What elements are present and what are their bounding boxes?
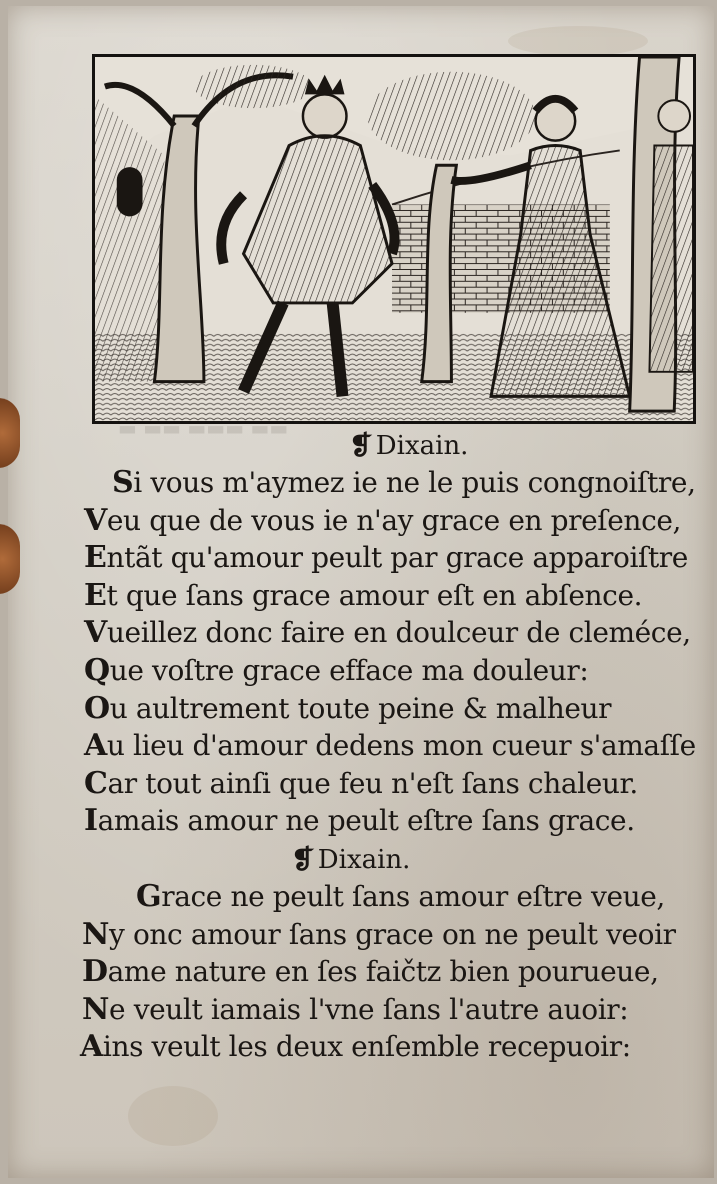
line-text: ueillez donc faire en doulceur de cleméce, (106, 616, 691, 650)
verse-line (78, 727, 717, 765)
line-text: ar tout ainſi que feu n'eſt ſans chaleur. (107, 766, 638, 800)
line-text: race ne peult ſans amour eſtre veue, (161, 879, 665, 913)
verse-line (78, 802, 717, 840)
initial-letter: C (84, 765, 108, 801)
initial-letter: D (82, 954, 108, 990)
poem-block (78, 430, 717, 1066)
book-page (8, 6, 714, 1178)
initial-letter: V (84, 502, 107, 538)
initial-letter: O (84, 690, 110, 726)
line-text: ue voſtre grace efface ma douleur: (109, 653, 589, 687)
show-through-ink: ▬ ▬▬ ▬▬▬ ▬▬ (118, 416, 289, 440)
line-text: ins veult les deux enſemble recepuoir: (102, 1030, 631, 1064)
paper-stain (508, 26, 648, 56)
initial-letter: N (82, 991, 110, 1027)
line-text: i vous m'aymez ie ne le puis congnoiſtre, (133, 466, 696, 499)
initial-letter: Q (84, 652, 110, 688)
pilcrow-mark: ❡ (348, 431, 373, 461)
initial-letter: A (80, 1029, 103, 1065)
heading-text: Dixain. (375, 431, 469, 461)
line-text: u aultrement toute peine & malheur (109, 691, 612, 725)
verse-line (78, 953, 717, 991)
initial-letter: E (84, 577, 107, 613)
verse-line (78, 878, 717, 916)
line-text: eu que de vous ie n'ay grace en preſence, (106, 503, 682, 537)
line-text: e veult iamais l'vne ſans l'autre auoir: (109, 992, 629, 1026)
paper-stain (128, 1086, 218, 1146)
initial-letter: G (136, 878, 162, 914)
verse-line (78, 765, 717, 803)
stanza-heading (78, 844, 717, 878)
line-text: ame nature en ſes faičtz bien pourueue, (107, 955, 659, 989)
page-edge-tab (0, 524, 20, 594)
verse-line (78, 464, 717, 502)
line-text: amais amour ne peult eſtre ſans grace. (97, 804, 635, 838)
woodcut-king-and-lady-icon (95, 57, 693, 421)
initial-letter: N (82, 916, 110, 952)
heading-text: Dixain. (317, 844, 411, 875)
line-text: ntãt qu'amour peult par grace apparoiſtre (106, 541, 688, 575)
verse-line (78, 652, 717, 690)
initial-letter: A (84, 728, 107, 764)
page-edge-tab (0, 398, 20, 468)
stanza-heading (78, 430, 717, 464)
initial-letter: E (84, 540, 107, 576)
line-text: y onc amour ſans grace on ne peult veoir (109, 917, 676, 951)
initial-letter: V (84, 615, 107, 651)
initial-letter: I (84, 803, 98, 839)
line-text: t que ſans grace amour eſt en abſence. (106, 578, 643, 612)
initial-letter: S (112, 465, 134, 500)
pilcrow-mark: ❡ (290, 844, 315, 875)
verse-line (78, 502, 717, 540)
verse-line (78, 1028, 717, 1066)
verse-line (78, 991, 717, 1029)
woodcut-illustration (92, 54, 696, 424)
verse-line (78, 577, 717, 615)
line-text: u lieu d'amour dedens mon cueur s'amaſſe (106, 729, 696, 763)
verse-line (78, 539, 717, 577)
verse-line (78, 614, 717, 652)
verse-line (78, 916, 717, 954)
verse-line (78, 690, 717, 728)
